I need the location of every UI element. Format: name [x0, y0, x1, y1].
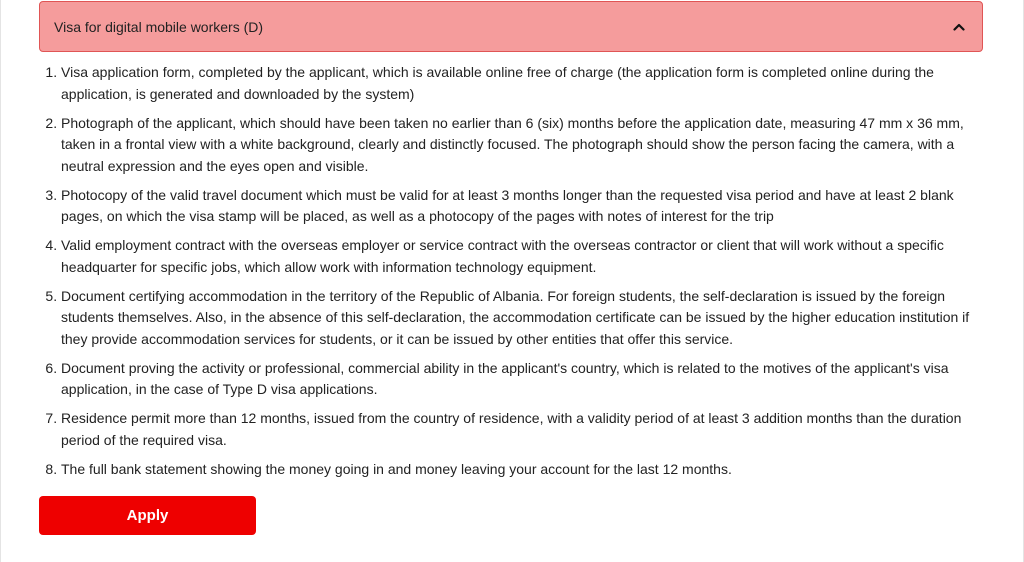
requirement-item: 6. Document proving the activity or professional, commercial ability in the applicant's country, which is related to the motives of the applicant's visa application, in the case of Type D visa applications.	[61, 358, 979, 401]
requirement-item: 5. Document certifying accommodation in the territory of the Republic of Albania. For foreign students, the self-declaration is issued by the foreign students themselves. Also, in the absence of this self-declaration, the accommodation certificate can be issued by the higher education institution if they provide accommodation services for students, or it can be issued by other entities that offer this service.	[61, 286, 979, 351]
requirement-item: 1. Visa application form, completed by the applicant, which is available online free of charge (the application form is completed online during the application, is generated and downloaded by the system)	[61, 62, 979, 105]
requirement-item: 7. Residence permit more than 12 months, issued from the country of residence, with a validity period of at least 3 addition months than the duration period of the required visa.	[61, 408, 979, 451]
requirement-item: 2. Photograph of the applicant, which should have been taken no earlier than 6 (six) months before the application date, measuring 47 mm x 36 mm, taken in a frontal view with a white background, clearly and distinctly focused. The photograph should show the person facing the camera, with a neutral expression and the eyes open and visible.	[61, 113, 979, 178]
accordion-title: Visa for digital mobile workers (D)	[54, 18, 264, 35]
accordion-header-digital-mobile-workers[interactable]	[39, 1, 983, 52]
requirements-list	[39, 62, 979, 488]
requirement-item: 8. The full bank statement showing the money going in and money leaving your account for the last 12 months.	[61, 459, 979, 481]
chevron-up-icon[interactable]	[952, 20, 966, 34]
requirement-item: 3. Photocopy of the valid travel document which must be valid for at least 3 months longer than the requested visa period and have at least 2 blank pages, on which the visa stamp will be placed, as well as a photocopy of the pages with notes of interest for the trip	[61, 185, 979, 228]
apply-button[interactable]: Apply	[39, 496, 256, 535]
requirement-item: 4. Valid employment contract with the overseas employer or service contract with the overseas contractor or client that will work without a specific headquarter for specific jobs, which allow work with information technology equipment.	[61, 235, 979, 278]
